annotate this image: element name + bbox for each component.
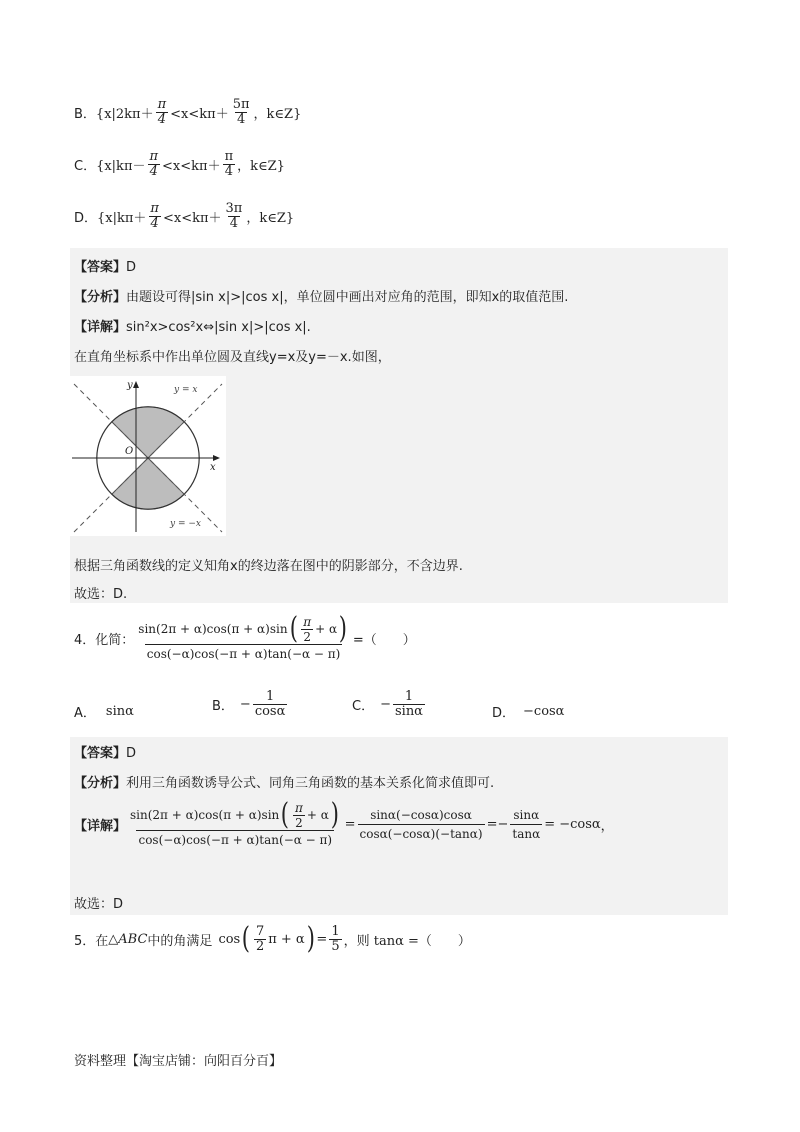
y-axis-label: y bbox=[127, 380, 133, 391]
analysis-text: 利用三角函数诱导公式、同角三角函数的基本关系化简求值即可. bbox=[126, 776, 495, 791]
option-value: −cosα bbox=[523, 704, 565, 719]
option-text: <x<kπ＋ bbox=[162, 159, 221, 174]
line2-label: y = −x bbox=[170, 519, 201, 529]
option-d-q4 bbox=[492, 702, 564, 721]
detail-line-4: 【详解】 sin(2π + α)cos(π + α)sin ( $\frac{\pi}{2}$ + α ) cos(−α)cos(−π + α)tan(−α − π) = $\frac{\sin\alpha(-\cos\alpha)\cos\alpha}{\cos\alpha(-\cos\alpha)(-\tan\alpha)}$ = − $\frac{\sin\alpha}{\tan\alpha}$ = −cosα ， bbox=[74, 797, 614, 847]
option-text: {x|2kπ＋ bbox=[95, 107, 154, 122]
fraction: $\frac{3\pi}{4}$ bbox=[225, 201, 243, 231]
fraction: $\frac{\pi}{4}$ bbox=[149, 149, 159, 179]
option-text: ，k∈Z} bbox=[246, 211, 295, 226]
option-c-q4: C． − $\frac{1}{\sin\alpha}$ bbox=[352, 689, 423, 719]
answer-line-4 bbox=[74, 742, 136, 761]
option-text: {x|kπ＋ bbox=[97, 211, 147, 226]
option-b-q4: B． − $\frac{1}{\cos\alpha}$ bbox=[212, 689, 286, 719]
answer-tag: 【答案】 bbox=[74, 260, 127, 275]
question-tail: ，则 tanα =（ ） bbox=[343, 933, 471, 949]
option-d-q3 bbox=[74, 202, 294, 231]
analysis-text: 由题设可得|sin x|>|cos x|，单位圆中画出对应角的范围，即知x的取值范围. bbox=[126, 290, 569, 305]
choose-line-3 bbox=[74, 583, 127, 602]
right-fraction: $\frac{\sin\alpha}{\tan\alpha}$ bbox=[512, 808, 541, 841]
answer-line-3 bbox=[74, 256, 136, 275]
option-label: B． bbox=[74, 107, 96, 122]
detail-text: sin²x>cos²x⇔|sin x|>|cos x|. bbox=[126, 320, 311, 335]
x-axis-label: x bbox=[210, 462, 216, 473]
fraction: $\frac{\pi}{4}$ bbox=[157, 97, 167, 127]
choose-line-4 bbox=[74, 893, 123, 912]
step-text: 在直角坐标系中作出单位圆及直线y=x及y=－x.如图， bbox=[74, 350, 391, 365]
origin-label: O bbox=[125, 446, 134, 457]
choose-text: 故选：D. bbox=[74, 587, 128, 602]
fraction: $\frac{\pi}{4}$ bbox=[224, 149, 234, 179]
option-a-q4 bbox=[74, 702, 134, 721]
fraction: $\frac{\pi}{4}$ bbox=[150, 201, 159, 231]
fraction: $\frac{5\pi}{4}$ bbox=[232, 97, 250, 127]
line1-label: y = x bbox=[174, 385, 198, 395]
mid-fraction: $\frac{\sin\alpha(-\cos\alpha)\cos\alpha}{\cos\alpha(-\cos\alpha)(-\tan\alpha)}$ bbox=[359, 808, 483, 841]
question-text: 中的角满足 bbox=[147, 933, 213, 949]
final-result: = −cosα bbox=[544, 817, 601, 832]
lhs-fraction: sin(2π + α)cos(π + α)sin ( $\frac{\pi}{2}$ + α ) cos(−α)cos(−π + α)tan(−α − π) bbox=[130, 797, 339, 847]
analysis-line-3 bbox=[74, 286, 568, 305]
option-value: sinα bbox=[105, 704, 134, 719]
step-line-3 bbox=[74, 346, 391, 365]
question-tail: =（ ） bbox=[352, 633, 416, 648]
question-5: 5．在 △ABC 中的角满足 cos ( $\frac{7}{2}$ π + α ) = $\frac{1}{5}$ ，则 tanα =（ ） bbox=[74, 921, 471, 956]
option-label: A． bbox=[74, 706, 96, 721]
option-c-q3 bbox=[74, 150, 285, 179]
option-label: D． bbox=[492, 706, 516, 721]
denominator-text: cos(−α)cos(−π + α)tan(−α − π) bbox=[145, 644, 343, 663]
footer-source bbox=[74, 1050, 282, 1069]
answer-tag: 【答案】 bbox=[74, 746, 127, 761]
triangle-name: △ABC bbox=[108, 931, 148, 947]
numerator-text: sin(2π + α)cos(π + α)sin bbox=[138, 622, 288, 636]
option-label: C． bbox=[74, 159, 97, 174]
detail-tag: 【详解】 bbox=[74, 819, 127, 834]
analysis-tag: 【分析】 bbox=[74, 776, 127, 791]
option-text: <x<kπ＋ bbox=[170, 107, 229, 122]
analysis-line-4 bbox=[74, 772, 494, 791]
question-stem: 4．化简： bbox=[74, 633, 135, 648]
choose-text: 故选：D bbox=[74, 897, 124, 912]
main-fraction: sin(2π + α)cos(π + α)sin ( $\frac{\pi}{2}$ + α ) cos(−α)cos(−π + α)tan(−α − π) bbox=[138, 611, 348, 661]
option-b-q3 bbox=[74, 98, 301, 127]
option-text: ，k∈Z} bbox=[253, 107, 302, 122]
option-label: C． bbox=[352, 699, 375, 714]
answer-value: D bbox=[126, 746, 137, 761]
option-label: B． bbox=[212, 699, 234, 714]
option-label: D． bbox=[74, 211, 98, 226]
option-text: {x|kπ－ bbox=[96, 159, 146, 174]
analysis-tag: 【分析】 bbox=[74, 290, 127, 305]
numerator-tail: + α bbox=[315, 622, 338, 636]
footer-text: 资料整理【淘宝店铺：向阳百分百】 bbox=[74, 1054, 283, 1069]
option-text: ，k∈Z} bbox=[237, 159, 285, 174]
unit-circle-figure bbox=[70, 376, 226, 536]
answer-value: D bbox=[126, 260, 137, 275]
option-text: <x<kπ＋ bbox=[162, 211, 222, 226]
question-text: 5．在 bbox=[74, 933, 109, 949]
question-4 bbox=[74, 611, 416, 663]
conclusion-text: 根据三角函数线的定义知角x的终边落在图中的阴影部分，不含边界. bbox=[74, 559, 463, 574]
detail-tag: 【详解】 bbox=[74, 320, 127, 335]
conclusion-line-3 bbox=[74, 555, 463, 574]
detail-line-3 bbox=[74, 316, 311, 335]
